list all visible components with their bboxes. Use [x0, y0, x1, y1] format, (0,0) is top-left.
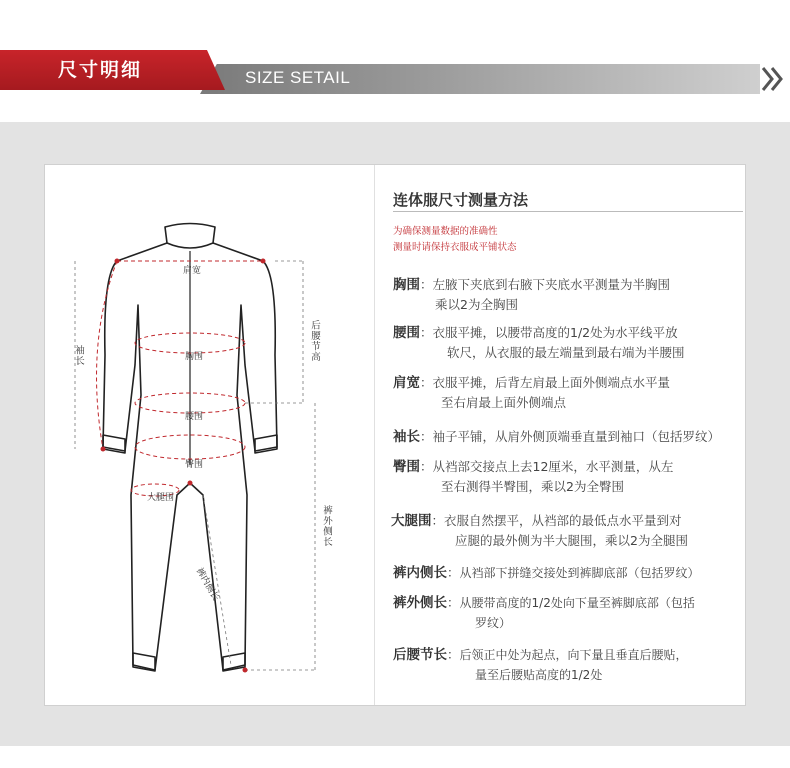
- label-inseam: 裤内侧长: [193, 566, 221, 603]
- item-chest: [393, 275, 743, 315]
- label-hip: 臀围: [185, 460, 204, 470]
- item-text-2: 罗纹）: [475, 616, 512, 630]
- label-outseam: 裤外侧长: [321, 505, 332, 547]
- item-outseam: [393, 593, 743, 633]
- item-text-1: 从裆部下拼缝交接处到裤脚底部（包括罗纹）: [459, 566, 700, 580]
- item-text-2: 量至后腰贴高度的1/2处: [475, 668, 603, 682]
- item-inseam: [393, 563, 743, 583]
- item-text-1: 衣服平摊，以腰带高度的1/2处为水平线平放: [432, 325, 678, 340]
- card-divider: [374, 165, 375, 705]
- item-label: 袖长: [393, 429, 420, 445]
- jumpsuit-figure: [45, 165, 375, 705]
- item-label: 腰围: [393, 325, 420, 341]
- content-panel: [0, 122, 790, 746]
- note-line-2: 测量时请保持衣服成平铺状态: [393, 242, 517, 253]
- item-label: 裤外侧长: [393, 595, 447, 611]
- item-waist: [393, 323, 743, 363]
- item-label: 胸围: [393, 277, 420, 293]
- item-text-1: 袖子平铺，从肩外侧顶端垂直量到袖口（包括罗纹）: [432, 429, 721, 444]
- item-text-2: 软尺，从衣服的最左端量到最右端为半腰围: [447, 345, 685, 360]
- item-label: 裤内侧长: [393, 565, 447, 581]
- item-label: 后腰节长: [393, 647, 447, 663]
- item-sep: ：: [420, 277, 433, 292]
- item-sleeve: [393, 427, 743, 447]
- item-text-2: 至右肩最上面外侧端点: [441, 395, 567, 410]
- header-title-cn: 尺寸明细: [58, 59, 143, 81]
- label-waist: 腰围: [185, 412, 204, 422]
- item-sep: ：: [447, 647, 460, 662]
- item-sep: ：: [447, 565, 460, 580]
- item-thigh: [391, 511, 741, 551]
- method-title: 连体服尺寸测量方法: [393, 191, 529, 209]
- item-sep: ：: [420, 375, 433, 390]
- item-sep: ：: [420, 429, 433, 444]
- item-text-1: 后领正中处为起点，向下量且垂直后腰贴，: [459, 648, 688, 662]
- measurement-card: [44, 164, 746, 706]
- item-sep: ：: [420, 325, 433, 340]
- item-text-1: 衣服平摊，后背左肩最上面外侧端点水平量: [432, 375, 671, 390]
- item-sep: ：: [420, 459, 433, 474]
- item-text-1: 左腋下夹底到右腋下夹底水平测量为半胸围: [432, 277, 671, 292]
- section-header: [0, 42, 790, 100]
- item-text-1: 从腰带高度的1/2处向下量至裤脚底部（包括: [459, 596, 695, 610]
- item-text-2: 至右测得半臀围，乘以2为全臀围: [441, 479, 624, 494]
- item-label: 肩宽: [393, 375, 420, 391]
- header-title-en: SIZE SETAIL: [245, 68, 351, 87]
- item-text-1: 衣服自然摆平，从裆部的最低点水平量到对: [444, 513, 682, 528]
- item-shoulder: [393, 373, 743, 413]
- label-shoulder: 肩宽: [183, 266, 202, 276]
- label-sleeve: 袖长: [73, 345, 84, 366]
- item-back-waist: [393, 645, 743, 685]
- item-label: 臀围: [393, 459, 420, 475]
- item-text-1: 从裆部交接点上去12厘米，水平测量，从左: [432, 459, 674, 474]
- label-thigh: 大腿围: [147, 493, 175, 503]
- item-label: 大腿围: [391, 513, 432, 529]
- label-chest: 胸围: [185, 352, 204, 362]
- title-underline: [393, 211, 743, 212]
- item-hip: [393, 457, 743, 497]
- item-sep: ：: [431, 513, 445, 528]
- label-back-waist: 后腰节高: [309, 320, 320, 362]
- item-sep: ：: [447, 595, 460, 610]
- jumpsuit-illustration: [45, 165, 375, 705]
- note-line-1: 为确保测量数据的准确性: [393, 226, 498, 237]
- item-text-2: 应腿的最外侧为半大腿围，乘以2为全腿围: [455, 533, 688, 548]
- item-text-2: 乘以2为全胸围: [435, 297, 518, 312]
- double-chevron-right-icon: [760, 64, 786, 94]
